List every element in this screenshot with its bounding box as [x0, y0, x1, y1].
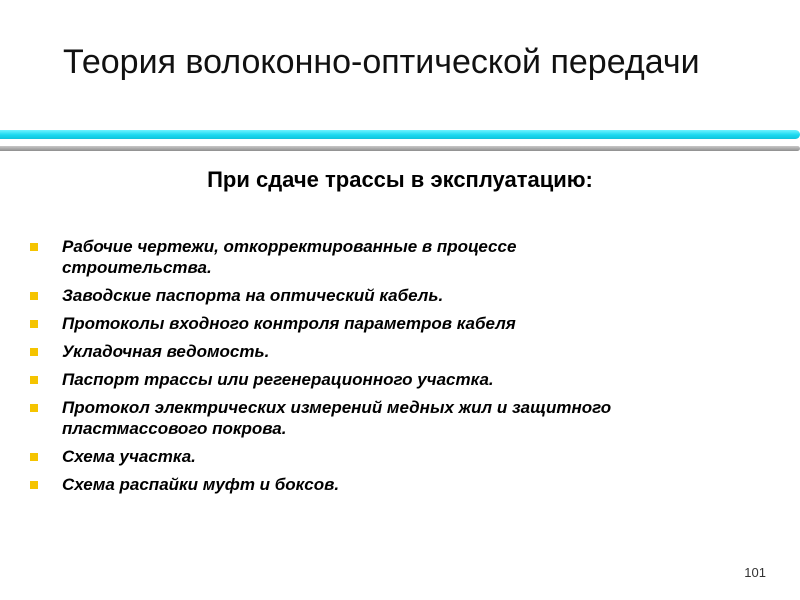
square-bullet-icon	[30, 376, 38, 384]
square-bullet-icon	[30, 481, 38, 489]
list-item-text: Паспорт трассы или регенерационного участка.	[62, 370, 494, 389]
slide-subtitle: При сдаче трассы в эксплуатацию:	[207, 167, 593, 192]
page-number: 101	[744, 565, 766, 580]
list-item	[30, 285, 750, 306]
list-item-text: Протоколы входного контроля параметров кабеля	[62, 314, 516, 333]
list-item-text: Рабочие чертежи, откорректированные в процессе строительства.	[62, 237, 517, 277]
square-bullet-icon	[30, 348, 38, 356]
bullet-list	[30, 236, 750, 502]
list-item-text: Схема распайки муфт и боксов.	[62, 475, 340, 494]
list-item	[30, 446, 750, 467]
square-bullet-icon	[30, 404, 38, 412]
slide-title: Теория волоконно-оптической передачи	[63, 43, 700, 81]
list-item	[30, 397, 750, 439]
list-item	[30, 369, 750, 390]
square-bullet-icon	[30, 320, 38, 328]
list-item-text: Протокол электрических измерений медных жил и защитного пластмассового покрова.	[62, 398, 612, 438]
square-bullet-icon	[30, 453, 38, 461]
list-item	[30, 341, 750, 362]
list-item-text: Укладочная ведомость.	[62, 342, 270, 361]
list-item-text: Схема участка.	[62, 447, 196, 466]
list-item	[30, 313, 750, 334]
list-item	[30, 236, 750, 278]
list-item-text: Заводские паспорта на оптический кабель.	[62, 286, 444, 305]
cyan-divider-line	[0, 130, 800, 139]
square-bullet-icon	[30, 243, 38, 251]
list-item	[30, 474, 750, 495]
gray-divider-line	[0, 146, 800, 151]
square-bullet-icon	[30, 292, 38, 300]
